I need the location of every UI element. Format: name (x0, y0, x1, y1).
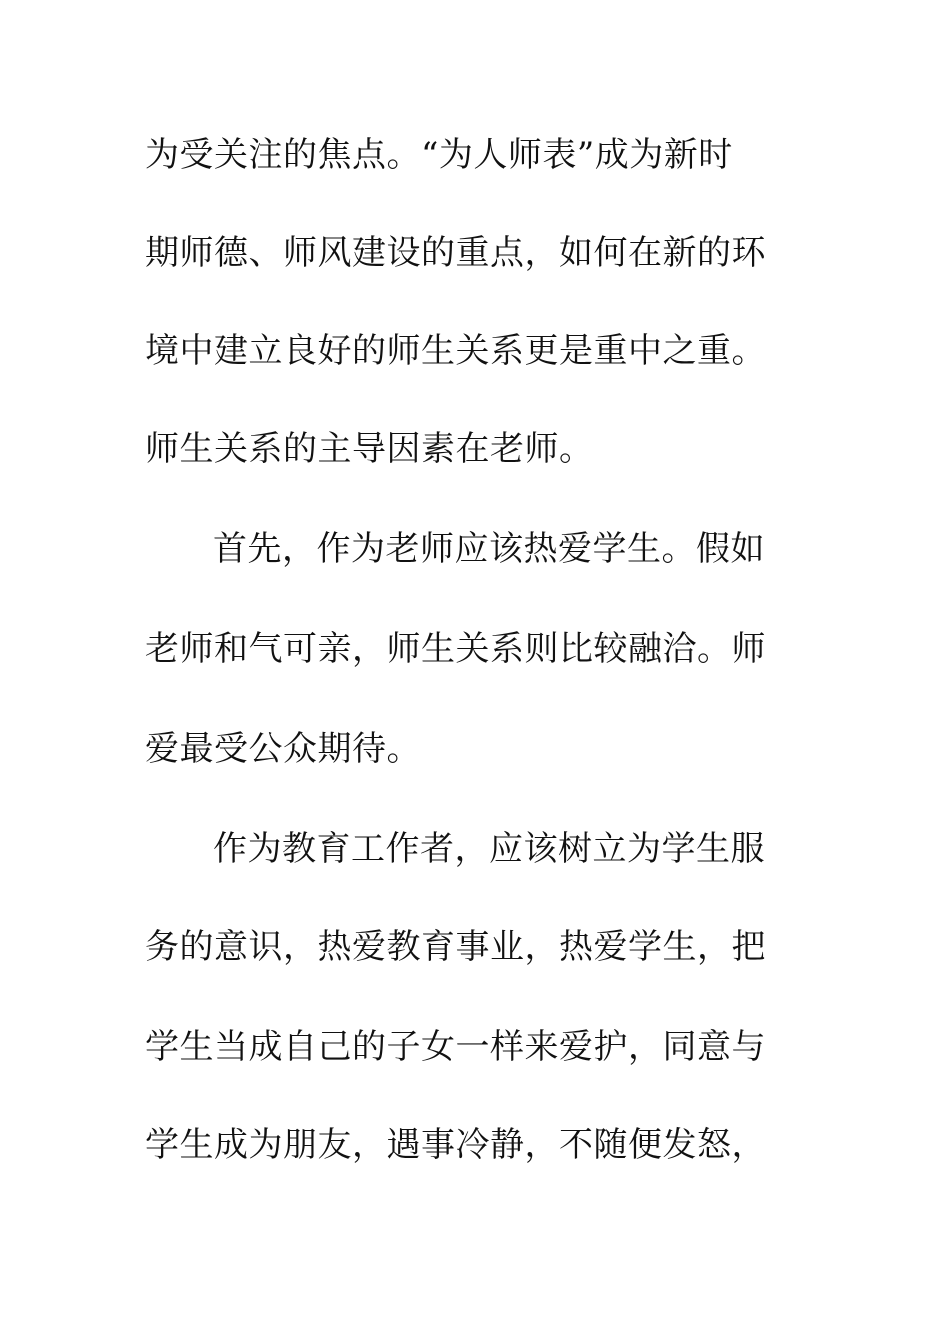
text-line-9: 务的意识，热爱教育事业，热爱学生，把 (145, 927, 766, 967)
paragraph-start-line: 首先，作为老师应该热爱学生。假如 (213, 529, 765, 569)
text-line-1: 为受关注的焦点。“为人师表”成为新时 (145, 135, 733, 175)
text-line-10: 学生当成自己的子女一样来爱护，同意与 (145, 1027, 766, 1067)
text-line-4: 师生关系的主导因素在老师。 (145, 429, 594, 469)
text-line-3: 境中建立良好的师生关系更是重中之重。 (145, 331, 766, 371)
paragraph-start-line: 作为教育工作者，应该树立为学生服 (213, 829, 765, 869)
text-line-7: 爱最受公众期待。 (145, 729, 421, 769)
text-line-11: 学生成为朋友，遇事冷静，不随便发怒， (145, 1125, 766, 1165)
text-line-6: 老师和气可亲，师生关系则比较融洽。师 (145, 629, 766, 669)
text-line-2: 期师德、师风建设的重点，如何在新的环 (145, 233, 766, 273)
